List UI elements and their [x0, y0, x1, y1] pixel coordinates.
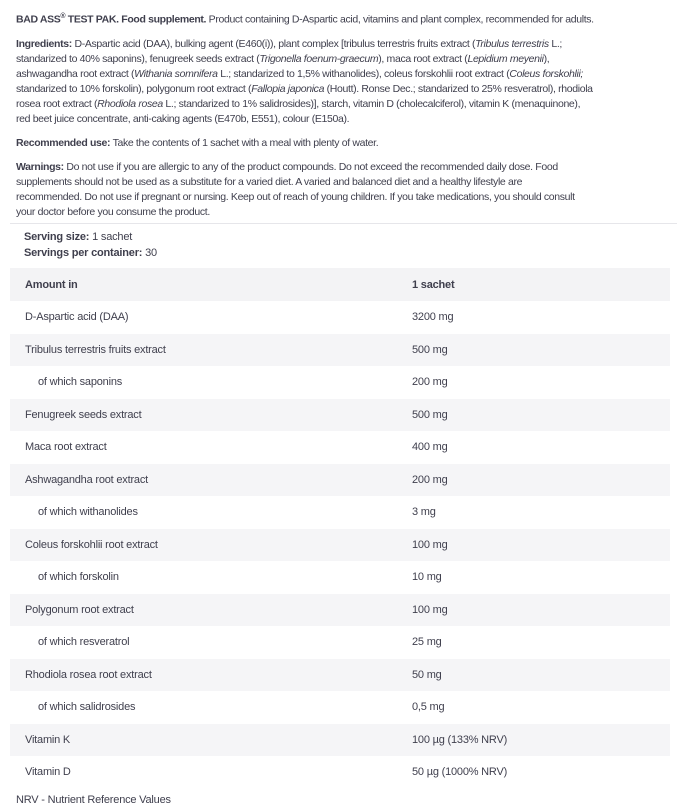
nutrient-value: 100 mg — [412, 538, 448, 551]
nutrient-value: 500 mg — [412, 343, 448, 356]
text-line: BAD ASS® TEST PAK. Food supplement. Product containing D-Aspartic acid, vitamins and plant complex, recommended for adults. — [16, 13, 594, 26]
nutrient-value: 25 mg — [412, 636, 442, 649]
nrv-note: NRV - Nutrient Reference Values — [16, 793, 171, 806]
nutrient-name: Vitamin K — [25, 733, 71, 746]
table-body — [10, 301, 670, 789]
nutrient-name: Rhodiola rosea root extract — [25, 668, 152, 681]
table-row — [10, 431, 670, 464]
text-line: supplements should not be used as a substitute for a varied diet. A varied and balanced diet and a healthy lifestyle are — [16, 176, 523, 188]
text-line: your doctor before you consume the product. — [16, 206, 210, 218]
nutrient-value: 10 mg — [412, 571, 442, 584]
text-line: Warnings: Do not use if you are allergic to any of the product compounds. Do not exceed the recommended daily dose. Food — [16, 161, 558, 173]
text-line: standarized to 40% saponins), fenugreek seeds extract (Trigonella foenum-graecum), maca root extract (Lepidium meyenii), — [16, 53, 550, 65]
amount-column-header: Amount in — [25, 278, 78, 291]
text-line: Recommended use: Take the contents of 1 sachet with a meal with plenty of water. — [16, 137, 379, 149]
nutrient-name: of which resveratrol — [38, 636, 130, 649]
nutrient-name: of which saponins — [38, 376, 123, 389]
table-row — [10, 724, 670, 757]
text-line: Serving size: 1 sachet — [24, 231, 133, 243]
nutrient-value: 100 µg (133% NRV) — [412, 733, 508, 746]
nutrient-value: 400 mg — [412, 441, 448, 454]
nutrient-value: 200 mg — [412, 376, 448, 389]
table-row — [10, 561, 670, 594]
nutrient-name: of which withanolides — [38, 506, 138, 519]
nutrient-name: Tribulus terrestris fruits extract — [25, 343, 166, 356]
nutrient-name: Polygonum root extract — [25, 603, 134, 616]
nutrient-name: Coleus forskohlii root extract — [25, 538, 158, 551]
text-line: Ingredients: D-Aspartic acid (DAA), bulking agent (E460(i)), plant complex [tribulus terrestris fruits extract (Tribulus terrestris L.; — [16, 38, 562, 50]
ingredients-paragraph — [16, 37, 671, 127]
table-row — [10, 464, 670, 497]
table-row — [10, 301, 670, 334]
nutrient-name: D-Aspartic acid (DAA) — [25, 311, 129, 324]
text-line: rosea root extract (Rhodiola rosea L.; standarized to 1% salidrosides)], starch, vitamin D (cholecalciferol), vitamin K (menaquinone), — [16, 98, 581, 110]
nutrition-table — [10, 268, 670, 789]
table-row — [10, 594, 670, 627]
warnings-paragraph — [16, 160, 671, 220]
table-row — [10, 691, 670, 724]
nutrient-value: 500 mg — [412, 408, 448, 421]
text-line: red beet juice concentrate, anti-caking agents (E470b, E551), colour (E150a). — [16, 113, 350, 125]
text-line: Servings per container: 30 — [24, 247, 157, 259]
nutrient-name: Vitamin D — [25, 766, 71, 779]
nutrient-name: Fenugreek seeds extract — [25, 408, 142, 421]
text-line: recommended. Do not use if pregnant or nursing. Keep out of reach of young children. If you take medications, you should consult — [16, 191, 575, 203]
nutrient-value: 3200 mg — [412, 311, 454, 324]
serving-info — [16, 229, 671, 261]
nutrient-value: 3 mg — [412, 506, 436, 519]
nutrient-name: Ashwagandha root extract — [25, 473, 148, 486]
table-row — [10, 756, 670, 789]
table-row — [10, 496, 670, 529]
nutrient-value: 200 mg — [412, 473, 448, 486]
nutrient-value: 50 mg — [412, 668, 442, 681]
table-row — [10, 659, 670, 692]
section-divider — [10, 223, 677, 224]
text-line: standarized to 10% forskolin), polygonum root extract (Fallopia japonica (Houtt). Ronse Dec.; standarized to 25% resveratrol), rhodiola — [16, 83, 593, 95]
nutrient-name: Maca root extract — [25, 441, 107, 454]
recommended-use-paragraph — [16, 136, 671, 151]
text-line: ashwagandha root extract (Withania somnifera L.; standarized to 1,5% withanolides), coleus forskohlii root extract (Coleus forskohlii; — [16, 68, 583, 80]
nutrient-name: of which forskolin — [38, 571, 119, 584]
nutrient-value: 50 µg (1000% NRV) — [412, 766, 508, 779]
table-row — [10, 399, 670, 432]
nutrient-value: 100 mg — [412, 603, 448, 616]
table-row — [10, 334, 670, 367]
table-row — [10, 529, 670, 562]
nutrient-value: 0,5 mg — [412, 701, 445, 714]
table-row — [10, 366, 670, 399]
product-description — [16, 9, 671, 24]
nutrient-name: of which salidrosides — [38, 701, 136, 714]
per-sachet-column-header: 1 sachet — [412, 278, 455, 291]
table-header-row — [10, 268, 670, 301]
table-row — [10, 626, 670, 659]
